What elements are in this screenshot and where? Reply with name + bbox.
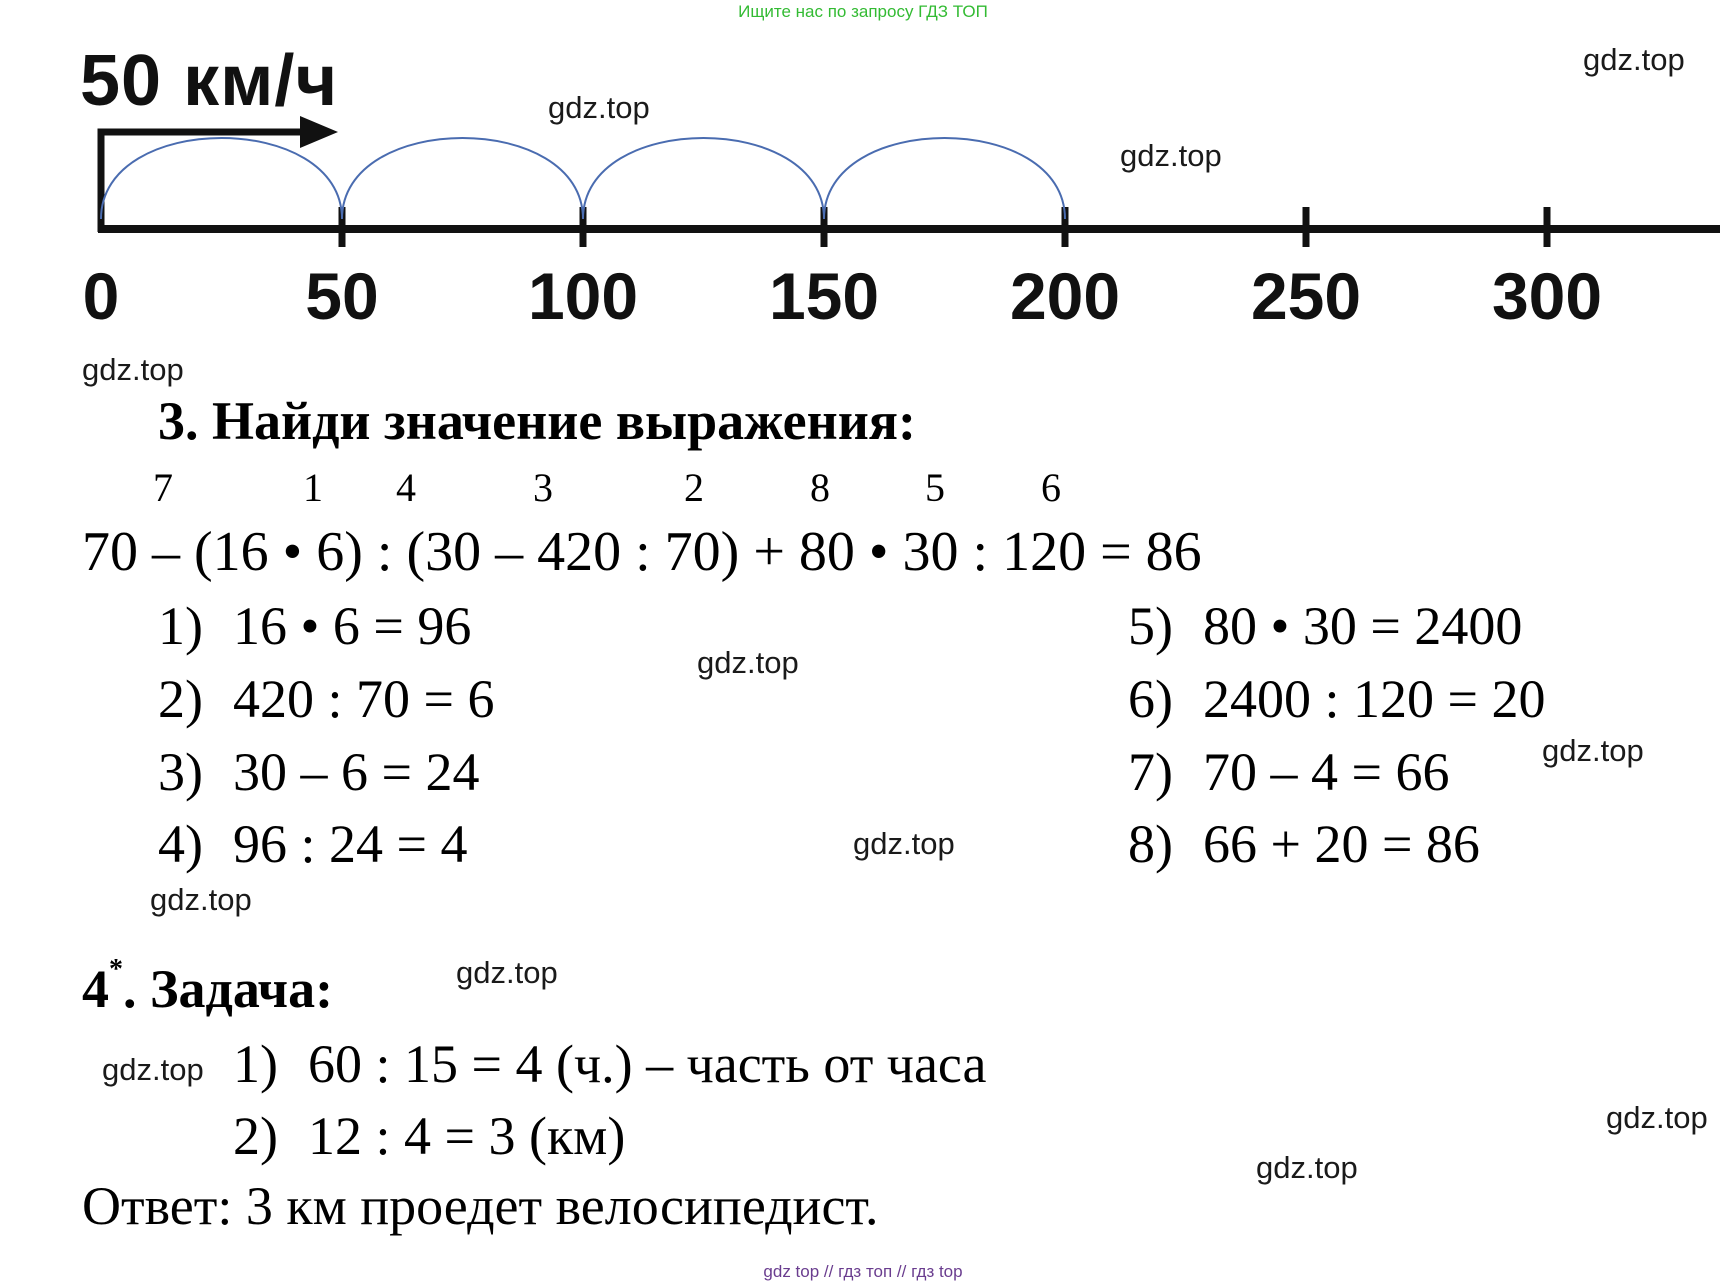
step-number: 5) [1128,596,1173,656]
step-4 [158,813,467,875]
order-mark: 6 [1041,465,1061,510]
jump-arc [342,138,583,219]
step-number: 2) [233,1106,278,1166]
step-number: 1) [233,1034,278,1094]
step-text: 80 • 30 = 2400 [1203,596,1523,656]
step-number: 4) [158,814,203,874]
tick-label: 0 [82,259,120,333]
watermark: gdz.top [1542,733,1644,768]
tick-label: 150 [768,259,880,333]
order-mark: 8 [810,465,830,510]
watermark: gdz.top [1120,138,1222,173]
task4-asterisk: * [109,954,123,985]
jump-arc [583,138,824,219]
order-mark: 2 [684,465,704,510]
watermark: gdz.top [1583,42,1685,77]
order-mark: 3 [533,465,553,510]
step-text: 66 + 20 = 86 [1203,814,1480,874]
speed-label: 50 км/ч [80,41,339,121]
step-1 [158,595,471,657]
task4-heading [82,954,334,1020]
order-mark: 5 [925,465,945,510]
step-3 [158,741,479,803]
tick-label: 300 [1491,259,1603,333]
step-text: 12 : 4 = 3 (км) [308,1106,626,1166]
step-number: 6) [1128,669,1173,729]
task4-step-2 [233,1105,625,1167]
step-text: 16 • 6 = 96 [233,596,472,656]
jump-arc [101,138,342,219]
step-2 [158,668,494,730]
watermark: gdz.top [548,90,650,125]
step-number: 8) [1128,814,1173,874]
watermark: gdz.top [102,1052,204,1087]
order-mark: 1 [303,465,323,510]
tick-label: 50 [305,259,379,333]
step-text: 60 : 15 = 4 (ч.) – часть от часа [308,1034,987,1094]
watermark: gdz.top [1606,1100,1708,1135]
top-banner: Ищите нас по запросу ГДЗ ТОП [738,2,988,21]
task4-step-1 [233,1033,987,1095]
watermark: gdz.top [82,352,184,387]
bottom-banner: gdz top // гдз топ // гдз top [763,1262,963,1281]
order-mark: 4 [396,465,416,510]
tick-label: 200 [1009,259,1121,333]
step-text: 70 – 4 = 66 [1203,742,1450,802]
order-mark: 7 [153,465,173,510]
step-text: 30 – 6 = 24 [233,742,480,802]
step-8 [1128,813,1480,875]
step-number: 3) [158,742,203,802]
tick-label: 250 [1250,259,1362,333]
step-7 [1128,741,1449,803]
tick-label: 100 [527,259,639,333]
step-6 [1128,668,1545,730]
watermark: gdz.top [456,955,558,990]
step-text: 2400 : 120 = 20 [1203,669,1546,729]
step-number: 7) [1128,742,1173,802]
jump-arc [824,138,1065,219]
step-number: 2) [158,669,203,729]
watermark: gdz.top [150,882,252,917]
watermark: gdz.top [697,645,799,680]
answer-line: Ответ: 3 км проедет велосипедист. [82,1176,879,1236]
expression: 70 – (16 • 6) : (30 – 420 : 70) + 80 • 30 : 120 = 86 [82,521,1202,583]
step-5 [1128,595,1522,657]
step-number: 1) [158,596,203,656]
step-text: 420 : 70 = 6 [233,669,495,729]
task4-title: . Задача: [123,959,334,1019]
task3-heading: 3. Найди значение выражения: [158,391,917,451]
step-text: 96 : 24 = 4 [233,814,468,874]
watermark: gdz.top [853,826,955,861]
task4-number: 4 [82,959,109,1019]
watermark: gdz.top [1256,1150,1358,1185]
